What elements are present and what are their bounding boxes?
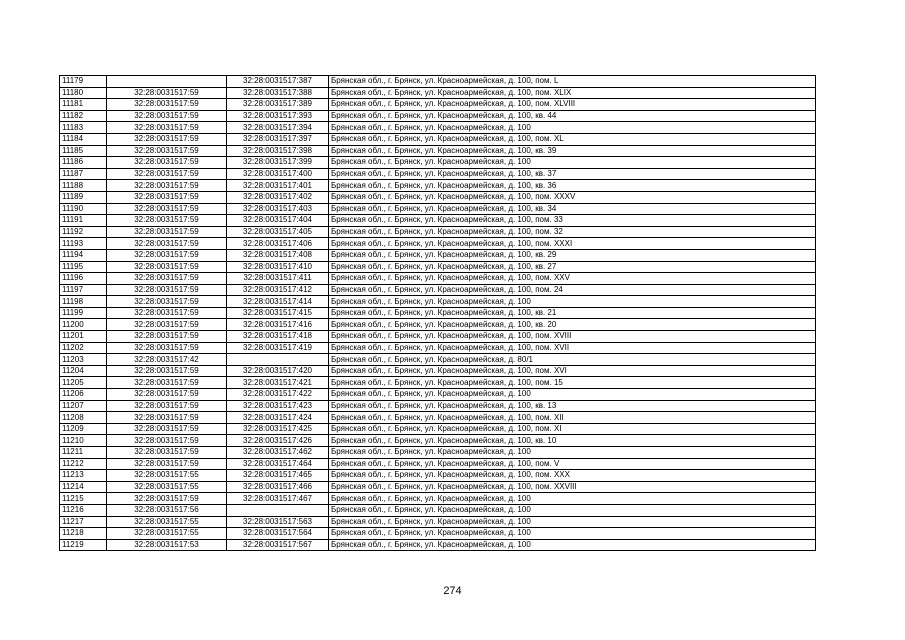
row-number-cell: 11215 [60,493,107,505]
cadastral-number-cell: 32:28:0031517:467 [227,493,329,505]
parent-cadastral-cell: 32:28:0031517:59 [107,168,227,180]
address-cell: Брянская обл., г. Брянск, ул. Красноармейская, д. 80/1 [329,354,816,366]
parent-cadastral-cell: 32:28:0031517:59 [107,458,227,470]
table-row [60,133,816,145]
row-number-cell: 11190 [60,203,107,215]
row-number-cell: 11195 [60,261,107,273]
parent-cadastral-cell: 32:28:0031517:59 [107,110,227,122]
row-number-cell: 11201 [60,331,107,343]
cadastral-number-cell: 32:28:0031517:397 [227,133,329,145]
cadastral-number-cell: 32:28:0031517:406 [227,238,329,250]
parent-cadastral-cell: 32:28:0031517:56 [107,504,227,516]
cadastral-number-cell: 32:28:0031517:564 [227,528,329,540]
parent-cadastral-cell: 32:28:0031517:55 [107,516,227,528]
address-cell: Брянская обл., г. Брянск, ул. Красноармейская, д. 100, пом. XXV [329,273,816,285]
table-row [60,504,816,516]
parent-cadastral-cell: 32:28:0031517:59 [107,435,227,447]
row-number-cell: 11208 [60,412,107,424]
row-number-cell: 11210 [60,435,107,447]
table-row [60,249,816,261]
row-number-cell: 11187 [60,168,107,180]
parent-cadastral-cell: 32:28:0031517:59 [107,191,227,203]
address-cell: Брянская обл., г. Брянск, ул. Красноармейская, д. 100, кв. 39 [329,145,816,157]
cadastral-number-cell: 32:28:0031517:400 [227,168,329,180]
parent-cadastral-cell: 32:28:0031517:59 [107,296,227,308]
address-cell: Брянская обл., г. Брянск, ул. Красноармейская, д. 100, кв. 13 [329,400,816,412]
row-number-cell: 11181 [60,99,107,111]
address-cell: Брянская обл., г. Брянск, ул. Красноармейская, д. 100 [329,528,816,540]
row-number-cell: 11212 [60,458,107,470]
address-cell: Брянская обл., г. Брянск, ул. Красноармейская, д. 100, пом. XI [329,423,816,435]
parent-cadastral-cell: 32:28:0031517:59 [107,400,227,412]
address-cell: Брянская обл., г. Брянск, ул. Красноармейская, д. 100, кв. 37 [329,168,816,180]
row-number-cell: 11209 [60,423,107,435]
address-cell: Брянская обл., г. Брянск, ул. Красноармейская, д. 100, пом. XXVIII [329,481,816,493]
table-row [60,365,816,377]
cadastral-number-cell: 32:28:0031517:423 [227,400,329,412]
cadastral-number-cell: 32:28:0031517:422 [227,389,329,401]
address-cell: Брянская обл., г. Брянск, ул. Красноармейская, д. 100 [329,539,816,551]
address-cell: Брянская обл., г. Брянск, ул. Красноармейская, д. 100, пом. XXX [329,470,816,482]
parent-cadastral-cell: 32:28:0031517:59 [107,261,227,273]
cadastral-number-cell: 32:28:0031517:388 [227,87,329,99]
address-cell: Брянская обл., г. Брянск, ул. Красноармейская, д. 100, пом. 24 [329,284,816,296]
table-row [60,528,816,540]
address-cell: Брянская обл., г. Брянск, ул. Красноармейская, д. 100, пом. XL [329,133,816,145]
cadastral-number-cell: 32:28:0031517:405 [227,226,329,238]
cadastral-number-cell: 32:28:0031517:403 [227,203,329,215]
cadastral-number-cell: 32:28:0031517:408 [227,249,329,261]
row-number-cell: 11186 [60,157,107,169]
row-number-cell: 11196 [60,273,107,285]
table-row [60,203,816,215]
row-number-cell: 11211 [60,447,107,459]
cadastral-number-cell: 32:28:0031517:414 [227,296,329,308]
table-row [60,307,816,319]
table-row [60,180,816,192]
parent-cadastral-cell: 32:28:0031517:59 [107,284,227,296]
table-row [60,238,816,250]
address-cell: Брянская обл., г. Брянск, ул. Красноармейская, д. 100, пом. XLIX [329,87,816,99]
parent-cadastral-cell: 32:28:0031517:55 [107,481,227,493]
table-row [60,168,816,180]
cadastral-number-cell: 32:28:0031517:420 [227,365,329,377]
table-row [60,122,816,134]
cadastral-number-cell: 32:28:0031517:394 [227,122,329,134]
row-number-cell: 11217 [60,516,107,528]
row-number-cell: 11194 [60,249,107,261]
row-number-cell: 11213 [60,470,107,482]
cadastral-number-cell: 32:28:0031517:424 [227,412,329,424]
table-row [60,261,816,273]
cadastral-number-cell [227,504,329,516]
parent-cadastral-cell: 32:28:0031517:59 [107,157,227,169]
table-row [60,191,816,203]
row-number-cell: 11218 [60,528,107,540]
cadastral-number-cell: 32:28:0031517:418 [227,331,329,343]
row-number-cell: 11202 [60,342,107,354]
row-number-cell: 11191 [60,215,107,227]
property-register-table [59,75,816,551]
parent-cadastral-cell: 32:28:0031517:59 [107,87,227,99]
table-row [60,110,816,122]
parent-cadastral-cell: 32:28:0031517:59 [107,133,227,145]
page-number: 274 [443,585,462,597]
cadastral-number-cell: 32:28:0031517:426 [227,435,329,447]
row-number-cell: 11200 [60,319,107,331]
row-number-cell: 11207 [60,400,107,412]
parent-cadastral-cell: 32:28:0031517:59 [107,238,227,250]
cadastral-number-cell: 32:28:0031517:425 [227,423,329,435]
table-row [60,76,816,88]
parent-cadastral-cell: 32:28:0031517:55 [107,470,227,482]
cadastral-number-cell: 32:28:0031517:421 [227,377,329,389]
table-row [60,516,816,528]
table-row [60,447,816,459]
table-row [60,400,816,412]
address-cell: Брянская обл., г. Брянск, ул. Красноармейская, д. 100 [329,447,816,459]
table-row [60,331,816,343]
table-row [60,493,816,505]
parent-cadastral-cell: 32:28:0031517:59 [107,273,227,285]
table-row [60,226,816,238]
address-cell: Брянская обл., г. Брянск, ул. Красноармейская, д. 100, кв. 29 [329,249,816,261]
cadastral-number-cell: 32:28:0031517:402 [227,191,329,203]
parent-cadastral-cell: 32:28:0031517:42 [107,354,227,366]
cadastral-number-cell [227,354,329,366]
parent-cadastral-cell: 32:28:0031517:59 [107,122,227,134]
row-number-cell: 11206 [60,389,107,401]
address-cell: Брянская обл., г. Брянск, ул. Красноармейская, д. 100 [329,122,816,134]
cadastral-number-cell: 32:28:0031517:464 [227,458,329,470]
row-number-cell: 11179 [60,76,107,88]
parent-cadastral-cell: 32:28:0031517:59 [107,493,227,505]
cadastral-number-cell: 32:28:0031517:401 [227,180,329,192]
address-cell: Брянская обл., г. Брянск, ул. Красноармейская, д. 100, кв. 34 [329,203,816,215]
address-cell: Брянская обл., г. Брянск, ул. Красноармейская, д. 100 [329,504,816,516]
parent-cadastral-cell: 32:28:0031517:59 [107,145,227,157]
table-row [60,458,816,470]
row-number-cell: 11180 [60,87,107,99]
table-row [60,87,816,99]
row-number-cell: 11216 [60,504,107,516]
cadastral-number-cell: 32:28:0031517:393 [227,110,329,122]
parent-cadastral-cell: 32:28:0031517:59 [107,180,227,192]
address-cell: Брянская обл., г. Брянск, ул. Красноармейская, д. 100, пом. V [329,458,816,470]
address-cell: Брянская обл., г. Брянск, ул. Красноармейская, д. 100, пом. 32 [329,226,816,238]
parent-cadastral-cell: 32:28:0031517:59 [107,389,227,401]
cadastral-number-cell: 32:28:0031517:404 [227,215,329,227]
parent-cadastral-cell: 32:28:0031517:59 [107,412,227,424]
address-cell: Брянская обл., г. Брянск, ул. Красноармейская, д. 100 [329,389,816,401]
parent-cadastral-cell: 32:28:0031517:59 [107,342,227,354]
register-table-body [60,76,816,551]
cadastral-number-cell: 32:28:0031517:387 [227,76,329,88]
table-row [60,377,816,389]
row-number-cell: 11193 [60,238,107,250]
table-row [60,435,816,447]
parent-cadastral-cell: 32:28:0031517:59 [107,307,227,319]
parent-cadastral-cell: 32:28:0031517:59 [107,319,227,331]
cadastral-number-cell: 32:28:0031517:410 [227,261,329,273]
table-row [60,342,816,354]
address-cell: Брянская обл., г. Брянск, ул. Красноармейская, д. 100, кв. 36 [329,180,816,192]
row-number-cell: 11197 [60,284,107,296]
parent-cadastral-cell: 32:28:0031517:53 [107,539,227,551]
parent-cadastral-cell: 32:28:0031517:59 [107,99,227,111]
address-cell: Брянская обл., г. Брянск, ул. Красноармейская, д. 100, пом. L [329,76,816,88]
row-number-cell: 11214 [60,481,107,493]
table-row [60,99,816,111]
table-row [60,273,816,285]
cadastral-number-cell: 32:28:0031517:462 [227,447,329,459]
table-row [60,319,816,331]
parent-cadastral-cell: 32:28:0031517:59 [107,447,227,459]
table-row [60,354,816,366]
row-number-cell: 11185 [60,145,107,157]
parent-cadastral-cell: 32:28:0031517:59 [107,226,227,238]
cadastral-number-cell: 32:28:0031517:465 [227,470,329,482]
address-cell: Брянская обл., г. Брянск, ул. Красноармейская, д. 100, кв. 21 [329,307,816,319]
table-row [60,470,816,482]
cadastral-number-cell: 32:28:0031517:567 [227,539,329,551]
row-number-cell: 11192 [60,226,107,238]
table-row [60,296,816,308]
address-cell: Брянская обл., г. Брянск, ул. Красноармейская, д. 100, пом. XII [329,412,816,424]
address-cell: Брянская обл., г. Брянск, ул. Красноармейская, д. 100, пом. XVII [329,342,816,354]
cadastral-number-cell: 32:28:0031517:412 [227,284,329,296]
parent-cadastral-cell: 32:28:0031517:59 [107,365,227,377]
parent-cadastral-cell: 32:28:0031517:59 [107,423,227,435]
cadastral-number-cell: 32:28:0031517:389 [227,99,329,111]
address-cell: Брянская обл., г. Брянск, ул. Красноармейская, д. 100 [329,493,816,505]
cadastral-number-cell: 32:28:0031517:563 [227,516,329,528]
row-number-cell: 11205 [60,377,107,389]
address-cell: Брянская обл., г. Брянск, ул. Красноармейская, д. 100, пом. XVI [329,365,816,377]
table-row [60,145,816,157]
table-row [60,539,816,551]
row-number-cell: 11203 [60,354,107,366]
address-cell: Брянская обл., г. Брянск, ул. Красноармейская, д. 100 [329,157,816,169]
row-number-cell: 11183 [60,122,107,134]
cadastral-number-cell: 32:28:0031517:411 [227,273,329,285]
cadastral-number-cell: 32:28:0031517:399 [227,157,329,169]
address-cell: Брянская обл., г. Брянск, ул. Красноармейская, д. 100, кв. 10 [329,435,816,447]
address-cell: Брянская обл., г. Брянск, ул. Красноармейская, д. 100 [329,516,816,528]
row-number-cell: 11219 [60,539,107,551]
parent-cadastral-cell: 32:28:0031517:59 [107,203,227,215]
parent-cadastral-cell [107,76,227,88]
row-number-cell: 11198 [60,296,107,308]
row-number-cell: 11189 [60,191,107,203]
cadastral-number-cell: 32:28:0031517:415 [227,307,329,319]
table-row [60,215,816,227]
parent-cadastral-cell: 32:28:0031517:59 [107,215,227,227]
address-cell: Брянская обл., г. Брянск, ул. Красноармейская, д. 100 [329,296,816,308]
cadastral-number-cell: 32:28:0031517:419 [227,342,329,354]
parent-cadastral-cell: 32:28:0031517:59 [107,249,227,261]
cadastral-number-cell: 32:28:0031517:466 [227,481,329,493]
table-row [60,389,816,401]
address-cell: Брянская обл., г. Брянск, ул. Красноармейская, д. 100, пом. XXXI [329,238,816,250]
row-number-cell: 11182 [60,110,107,122]
parent-cadastral-cell: 32:28:0031517:59 [107,331,227,343]
address-cell: Брянская обл., г. Брянск, ул. Красноармейская, д. 100, пом. XVIII [329,331,816,343]
table-row [60,284,816,296]
parent-cadastral-cell: 32:28:0031517:55 [107,528,227,540]
table-row [60,481,816,493]
address-cell: Брянская обл., г. Брянск, ул. Красноармейская, д. 100, кв. 44 [329,110,816,122]
address-cell: Брянская обл., г. Брянск, ул. Красноармейская, д. 100, кв. 20 [329,319,816,331]
cadastral-number-cell: 32:28:0031517:398 [227,145,329,157]
cadastral-number-cell: 32:28:0031517:416 [227,319,329,331]
parent-cadastral-cell: 32:28:0031517:59 [107,377,227,389]
table-row [60,157,816,169]
row-number-cell: 11204 [60,365,107,377]
address-cell: Брянская обл., г. Брянск, ул. Красноармейская, д. 100, пом. 15 [329,377,816,389]
table-row [60,423,816,435]
row-number-cell: 11199 [60,307,107,319]
row-number-cell: 11188 [60,180,107,192]
address-cell: Брянская обл., г. Брянск, ул. Красноармейская, д. 100, пом. XLVIII [329,99,816,111]
table-row [60,412,816,424]
address-cell: Брянская обл., г. Брянск, ул. Красноармейская, д. 100, пом. XXXV [329,191,816,203]
address-cell: Брянская обл., г. Брянск, ул. Красноармейская, д. 100, кв. 27 [329,261,816,273]
row-number-cell: 11184 [60,133,107,145]
address-cell: Брянская обл., г. Брянск, ул. Красноармейская, д. 100, пом. 33 [329,215,816,227]
